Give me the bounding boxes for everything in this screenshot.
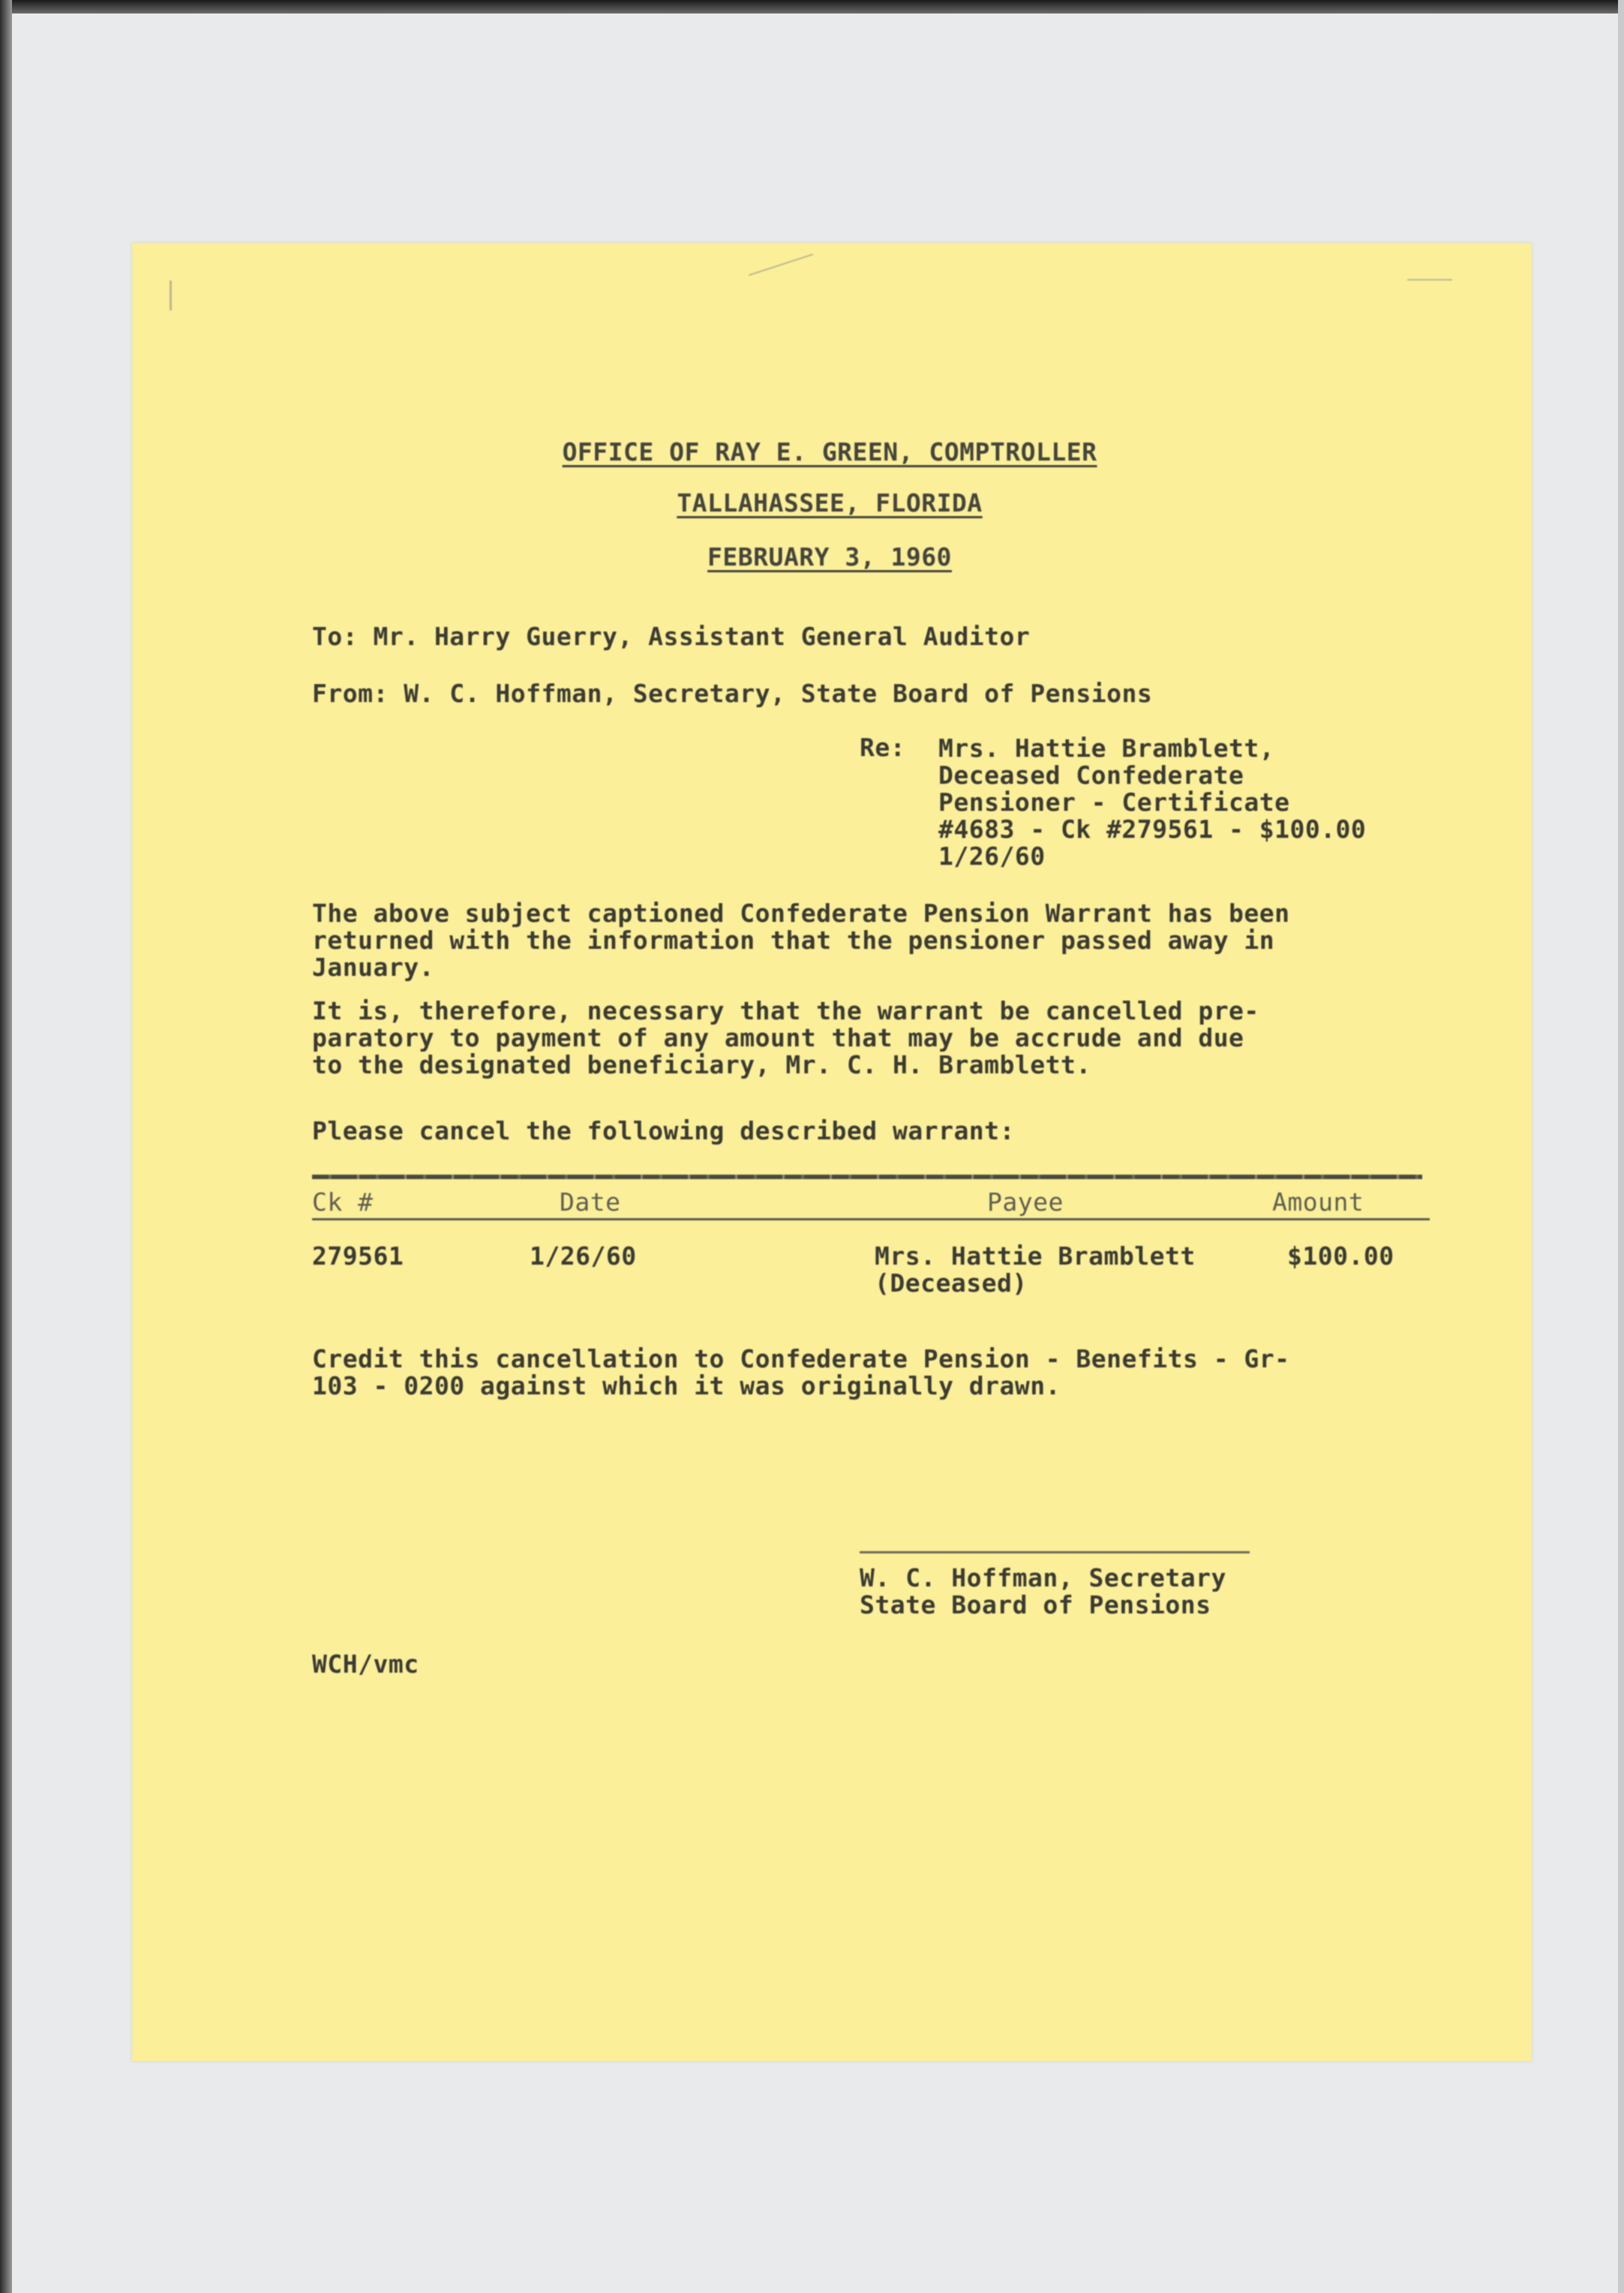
paper-blemish — [749, 254, 813, 276]
payee-status: (Deceased) — [875, 1268, 1028, 1298]
header-date: Date — [560, 1187, 621, 1217]
paper-blemish — [1407, 279, 1452, 281]
cell-amount: $100.00 — [1287, 1241, 1394, 1271]
paragraph-line: Credit this cancellation to Confederate Pension - Benefits - Gr- — [312, 1344, 1290, 1373]
table-row — [312, 1243, 1430, 1303]
city-heading: TALLAHASSEE, FLORIDA — [677, 488, 983, 518]
paragraph-line: to the designated beneficiary, Mr. C. H. Bramblett. — [312, 1050, 1091, 1079]
signature-name: W. C. Hoffman, Secretary — [860, 1563, 1226, 1592]
signature-rule — [860, 1551, 1250, 1553]
scanner-left-edge — [0, 0, 12, 2293]
cell-ck: 279561 — [312, 1241, 404, 1271]
document-page — [132, 243, 1532, 2061]
table-top-rule — [312, 1175, 1422, 1179]
paragraph-credit — [312, 1346, 1422, 1400]
cell-date: 1/26/60 — [530, 1241, 637, 1271]
cell-payee — [875, 1243, 1196, 1297]
header-amount: Amount — [1272, 1187, 1364, 1217]
re-line: 1/26/60 — [938, 842, 1046, 871]
table-header-row — [312, 1187, 1430, 1220]
paragraph-line: returned with the information that the pensioner passed away in — [312, 926, 1275, 955]
re-line: Deceased Confederate — [938, 761, 1244, 790]
signature-title: State Board of Pensions — [860, 1590, 1211, 1619]
paragraph-line: The above subject captioned Confederate Pension Warrant has been — [312, 899, 1290, 928]
paragraph-line: 103 - 0200 against which it was originally drawn. — [312, 1371, 1061, 1400]
from-line: From: W. C. Hoffman, Secretary, State Board of Pensions — [312, 679, 1153, 708]
paragraph-cancellation-needed — [312, 998, 1422, 1079]
re-label: Re: — [860, 733, 906, 762]
date-heading: FEBRUARY 3, 1960 — [707, 542, 952, 572]
paragraph-line: Please cancel the following described warrant: — [312, 1116, 1015, 1145]
re-line: #4683 - Ck #279561 - $100.00 — [938, 815, 1367, 844]
warrant-table — [312, 1187, 1430, 1303]
re-line: Pensioner - Certificate — [938, 788, 1290, 817]
header-payee: Payee — [987, 1187, 1064, 1217]
scanner-right-edge — [1618, 0, 1624, 2293]
paragraph-line: paratory to payment of any amount that may be accrude and due — [312, 1023, 1244, 1052]
paragraph-warrant-returned — [312, 900, 1422, 981]
re-line: Mrs. Hattie Bramblett, — [938, 734, 1275, 763]
to-line: To: Mr. Harry Guerry, Assistant General Auditor — [312, 622, 1031, 651]
paragraph-line: It is, therefore, necessary that the warrant be cancelled pre- — [312, 996, 1259, 1025]
header-ck: Ck # — [312, 1187, 374, 1217]
payee-name: Mrs. Hattie Bramblett — [875, 1241, 1196, 1271]
paragraph-please-cancel — [312, 1118, 1422, 1145]
re-subject — [938, 735, 1478, 870]
typist-initials: WCH/vmc — [312, 1649, 419, 1679]
scanner-top-edge — [0, 0, 1624, 14]
office-heading: OFFICE OF RAY E. GREEN, COMPTROLLER — [562, 437, 1097, 467]
paper-blemish — [170, 281, 172, 311]
signature-block — [860, 1565, 1226, 1619]
paragraph-line: January. — [312, 953, 434, 982]
